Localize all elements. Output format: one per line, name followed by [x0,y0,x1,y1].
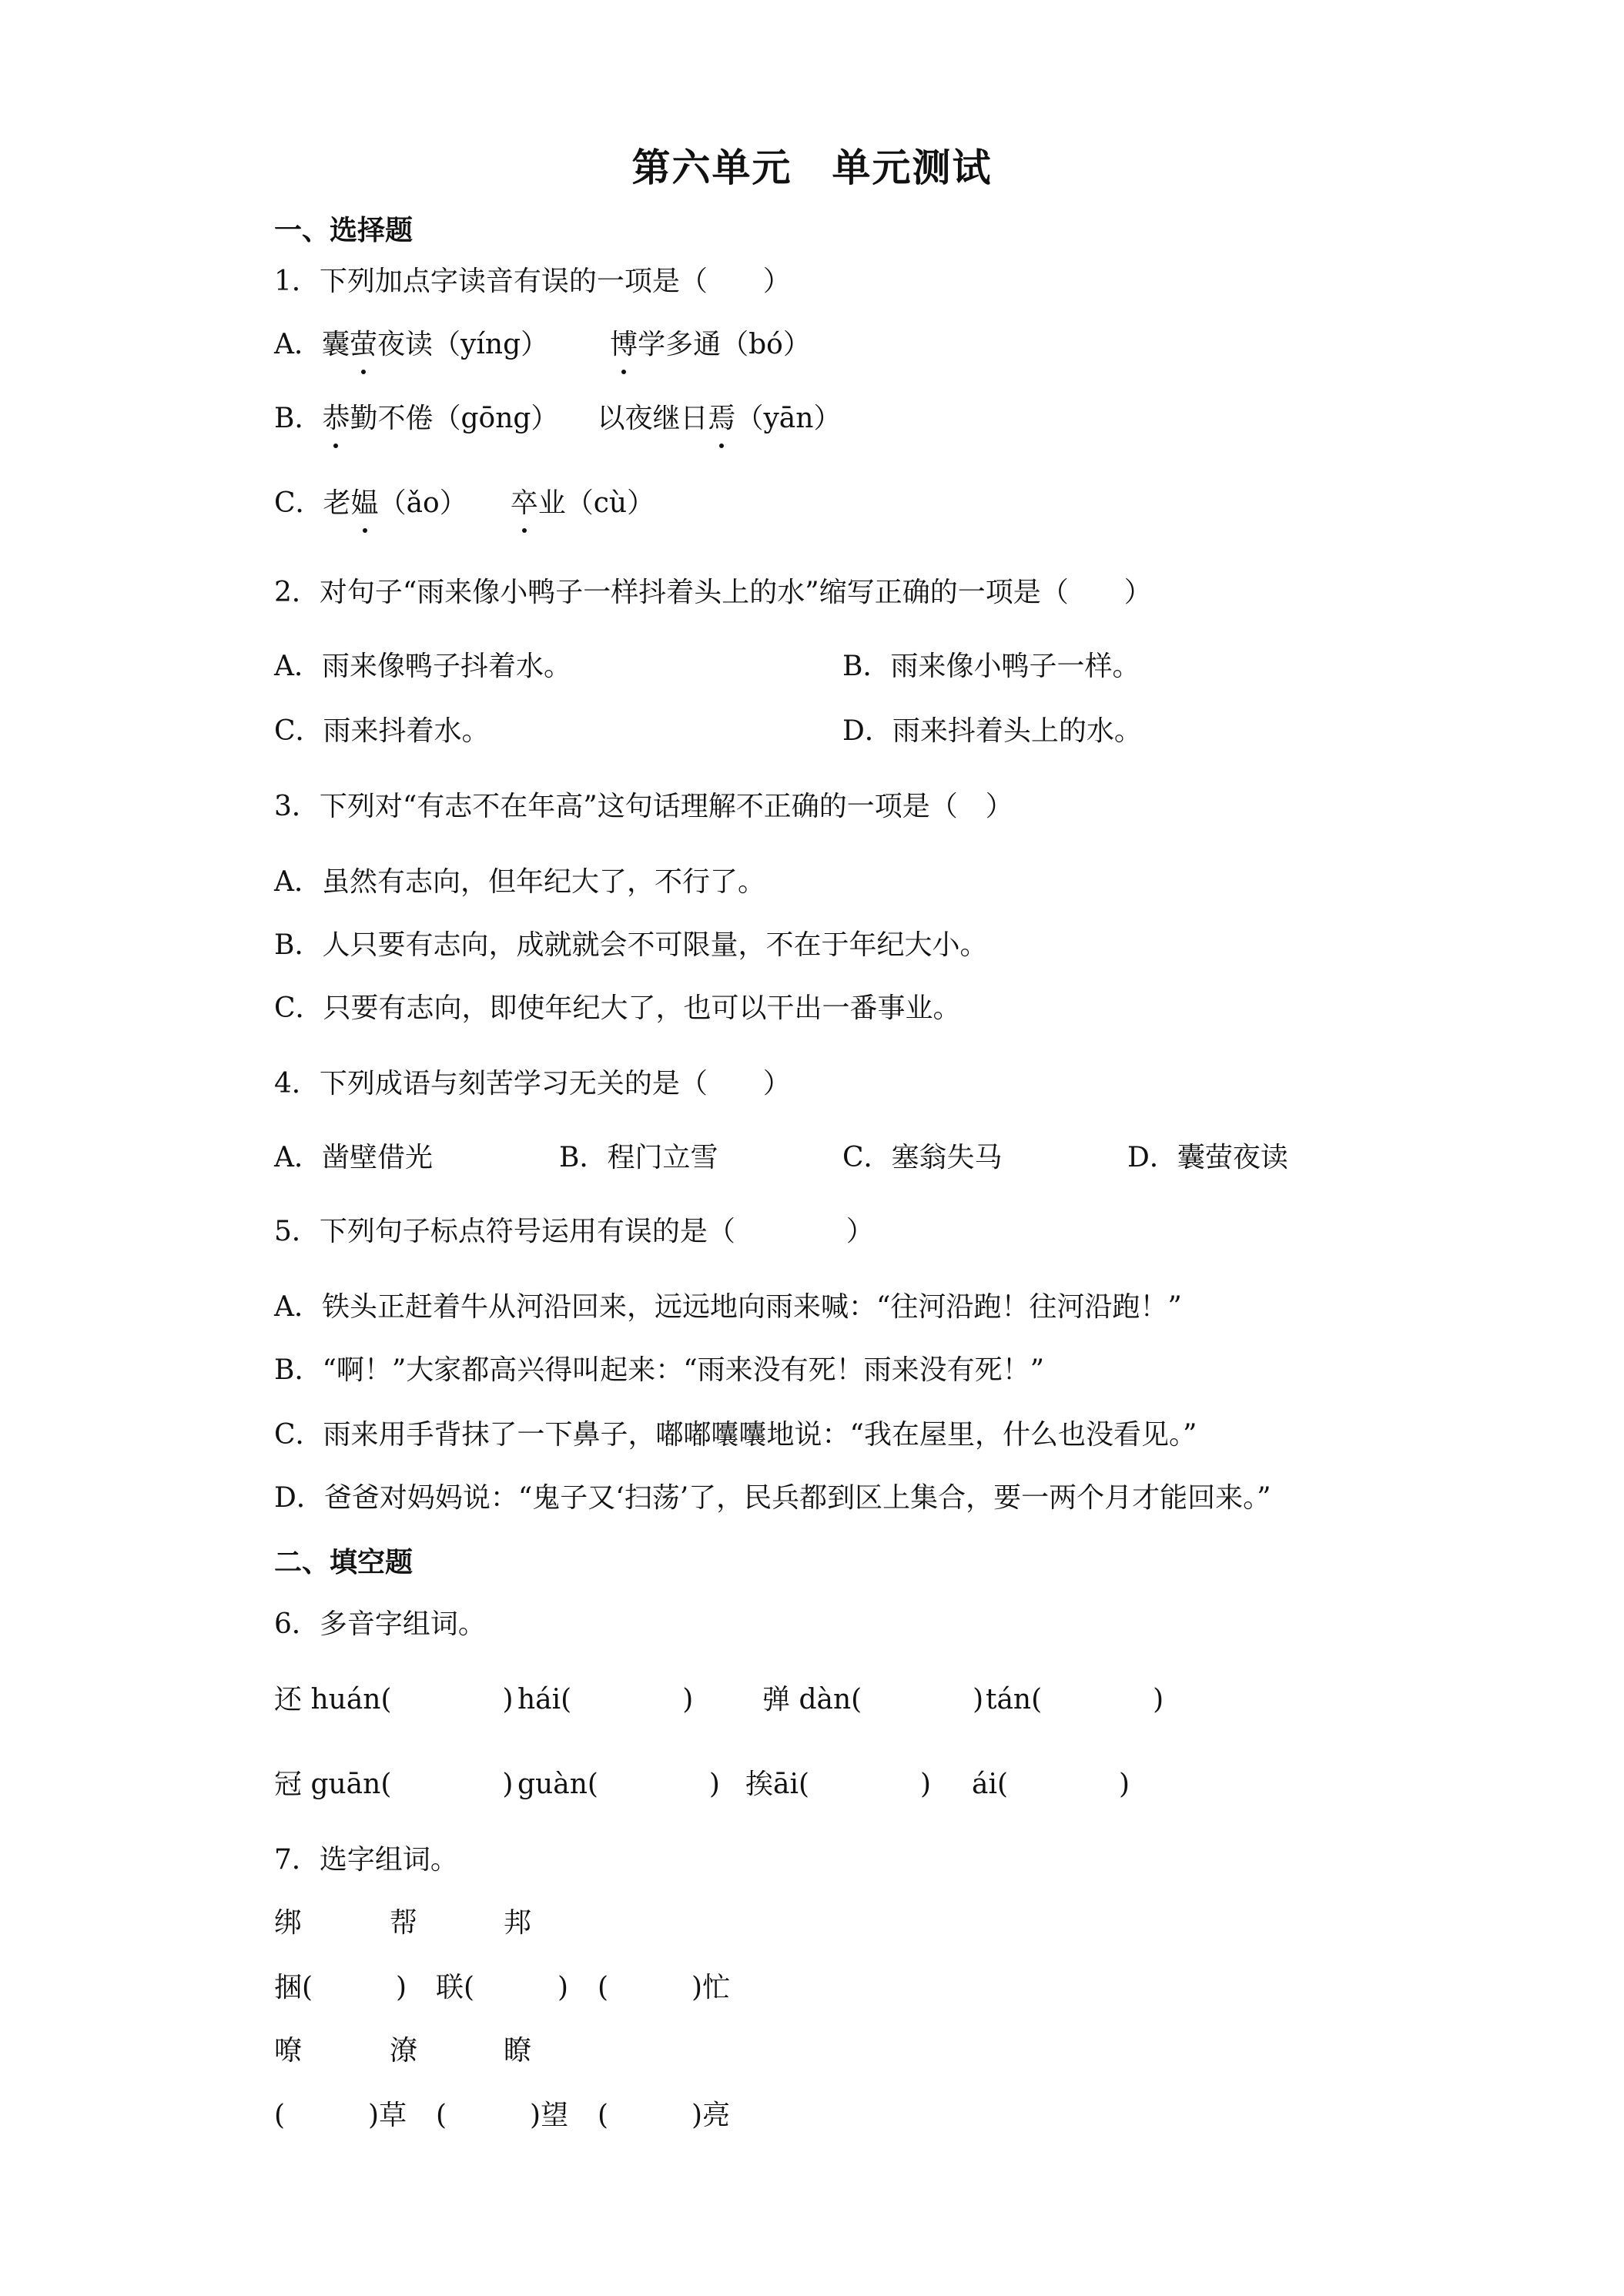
q3-option-c: C．只要有志向，即使年纪大了，也可以干出一番事业。 [274,992,961,1024]
text: 勤不倦（gōng） [350,403,559,434]
q7-char: 邦 [504,1907,532,1939]
q1-option-a [274,326,811,363]
q5-stem: 5．下列句子标点符号运用有误的是（ ） [274,1216,874,1247]
q6-stem: 6．多音字组词。 [274,1608,486,1640]
text: 以夜继日 [597,403,708,434]
q5-option-d: D．爸爸对妈妈说：“鬼子又‘扫荡’了，民兵都到区上集合，要一两个月才能回来。” [274,1482,1271,1514]
option-label: B． [274,403,323,434]
q7-char: 绑 [274,1907,303,1939]
q2-stem: 2．对句子“雨来像小鸭子一样抖着头上的水”缩写正确的一项是（ ） [274,577,1152,608]
q7-blank[interactable]: ( )草 [274,2100,407,2131]
section-heading-choice: 一、选择题 [274,215,414,246]
q4-stem: 4．下列成语与刻苦学习无关的是（ ） [274,1068,791,1099]
text: 业（cù） [537,487,655,519]
q7-char: 嘹 [274,2035,303,2067]
dotted-char: 媪 [351,485,379,522]
q7-char: 潦 [390,2035,418,2067]
dotted-char: 卒 [511,485,538,522]
page-title: 第六单元 单元测试 [631,146,993,190]
q6-blank[interactable]: 冠 guān( ) [274,1769,514,1800]
q6-blank[interactable]: guàn( ) [517,1769,720,1800]
dotted-char: 恭 [322,400,350,437]
q7-blank[interactable]: ( )亮 [598,2100,731,2131]
q5-option-a: A．铁头正赶着牛从河沿回来，远远地向雨来喊：“往河沿跑！往河沿跑！” [274,1291,1182,1323]
q5-option-c: C．雨来用手背抹了一下鼻子，嘟嘟囔囔地说：“我在屋里，什么也没看见。” [274,1419,1197,1451]
option-label: C． [274,487,323,519]
section-heading-fill: 二、填空题 [274,1547,414,1578]
q3-option-a: A．虽然有志向，但年纪大了，不行了。 [274,866,765,898]
q7-char: 瞭 [504,2035,532,2067]
dotted-char: 博 [610,326,638,363]
text: 囊 [322,329,350,360]
q1-option-b [274,400,841,437]
q3-option-b: B．人只要有志向，成就就会不可限量，不在于年纪大小。 [274,929,988,961]
q1-stem: 1．下列加点字读音有误的一项是（ ） [274,266,791,297]
q7-char: 帮 [390,1907,418,1939]
q2-option-c: C．雨来抖着水。 [274,715,490,747]
q7-blank[interactable]: 联( ) [436,1972,569,2003]
q6-blank[interactable]: 还 huán( ) [274,1684,514,1715]
q1-option-c [274,485,655,522]
q7-blank[interactable]: ( )忙 [598,1972,731,2003]
q4-option-d: D．囊萤夜读 [1127,1142,1288,1173]
q6-blank[interactable]: hái( ) [517,1684,694,1715]
q4-option-c: C．塞翁失马 [842,1142,1003,1173]
q6-blank[interactable]: ái( ) [972,1769,1130,1800]
q7-blank[interactable]: ( )望 [436,2100,569,2131]
dotted-char: 萤 [350,326,377,363]
q4-option-b: B．程门立雪 [559,1142,718,1173]
text: （yān） [735,403,842,434]
q2-option-a: A．雨来像鸭子抖着水。 [274,651,571,682]
dotted-char: 焉 [708,400,735,437]
q3-stem: 3．下列对“有志不在年高”这句话理解不正确的一项是（ ） [274,791,1013,822]
q7-stem: 7．选字组词。 [274,1844,458,1876]
text: （ǎo） [378,487,467,519]
q6-blank[interactable]: 挨āi( ) [745,1769,932,1800]
q6-blank[interactable]: tán( ) [986,1684,1164,1715]
q7-blank[interactable]: 捆( ) [274,1972,407,2003]
q2-option-b: B．雨来像小鸭子一样。 [842,651,1140,682]
option-label: A． [274,329,322,360]
q2-option-d: D．雨来抖着头上的水。 [842,715,1142,747]
text: 学多通（bó） [638,329,811,360]
q4-option-a: A．凿壁借光 [274,1142,433,1173]
q6-blank[interactable]: 弹 dàn( ) [762,1684,984,1715]
q5-option-b: B．“啊！”大家都高兴得叫起来：“雨来没有死！雨来没有死！” [274,1354,1045,1386]
text: 夜读（yíng） [377,329,549,360]
text: 老 [323,487,351,519]
